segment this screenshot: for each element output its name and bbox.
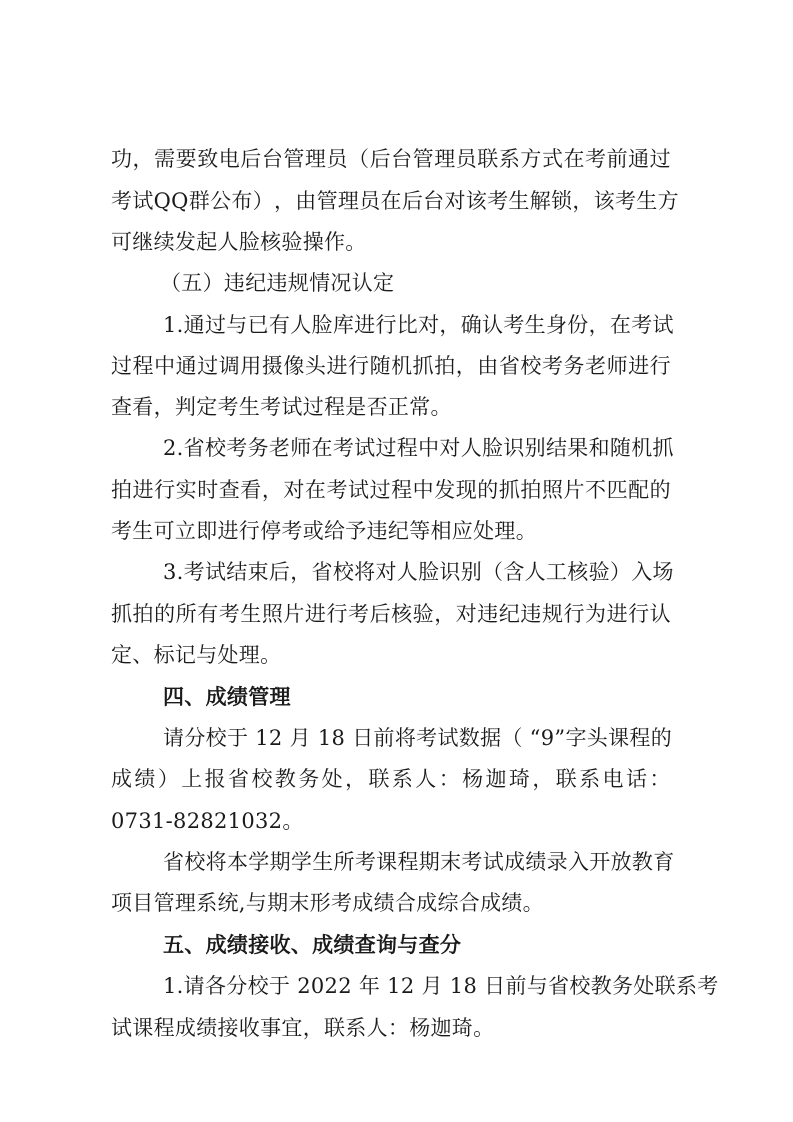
paragraph-line: 成 绩 ） 上 报 省 校 教 务 处 ， 联 系 人 ： 杨 迦 琦 ， 联 系 电 话 ：	[111, 767, 671, 791]
paragraph-line: 请 分 校 于 1 2 月 1 8 日 前 将 考 试 数 据 （ “ 9 ” 字 头 课 程 的	[163, 726, 672, 750]
paragraph-line: 1 . 通 过 与 已 有 人 脸 库 进 行 比 对 ， 确 认 考 生 身 份 ， 在 考 试	[163, 313, 674, 337]
paragraph-line: 可继续发起人脸核验操作。	[111, 230, 367, 254]
paragraph-line: 0731-82821032。	[111, 809, 304, 833]
paragraph-line: 定、标记与处理。	[111, 643, 282, 667]
section-heading: 五、成绩接收、成绩查询与查分	[163, 933, 462, 957]
paragraph-line: 考生可立即进行停考或给予违纪等相应处理。	[111, 519, 537, 543]
paragraph-line: 考 试 Q Q 群 公 布 ） ， 由 管 理 员 在 后 台 对 该 考 生 解 锁 ， 该 考 生 方	[111, 189, 679, 213]
paragraph-line: 省 校 将 本 学 期 学 生 所 考 课 程 期 末 考 试 成 绩 录 入 开 放 教 育	[163, 850, 675, 874]
paragraph-line: 拍 进 行 实 时 查 看 ， 对 在 考 试 过 程 中 发 现 的 抓 拍 照 片 不 匹 配 的	[111, 478, 671, 502]
paragraph-line: 3 . 考 试 结 束 后 ， 省 校 将 对 人 脸 识 别 （ 含 人 工 核 验 ） 入 场	[163, 560, 674, 584]
paragraph-line: 2 . 省 校 考 务 老 师 在 考 试 过 程 中 对 人 脸 识 别 结 果 和 随 机 抓	[163, 436, 674, 460]
paragraph-line: 抓 拍 的 所 有 考 生 照 片 进 行 考 后 核 验 ， 对 违 纪 违 规 行 为 进 行 认	[111, 602, 671, 626]
paragraph-line: 项目管理系统,与期末形考成绩合成综合成绩。	[111, 891, 544, 915]
section-subheading: （五）违纪违规情况认定	[160, 271, 395, 295]
paragraph-line: 功 ， 需 要 致 电 后 台 管 理 员 （ 后 台 管 理 员 联 系 方 式 在 考 前 通 过	[111, 147, 671, 171]
paragraph-line: 试课程成绩接收事宜，联系人：杨迦琦。	[111, 1016, 495, 1040]
section-heading: 四、成绩管理	[163, 685, 291, 709]
paragraph-line: 查看，判定考生考试过程是否正常。	[111, 395, 452, 419]
paragraph-line: 1 . 请 各 分 校 于 2 0 2 2 年 1 2 月 1 8 日 前 与 省 校 教 务 处 联 系 考	[163, 974, 719, 998]
paragraph-line: 过 程 中 通 过 调 用 摄 像 头 进 行 随 机 抓 拍 ， 由 省 校 考 务 老 师 进 行	[111, 354, 671, 378]
